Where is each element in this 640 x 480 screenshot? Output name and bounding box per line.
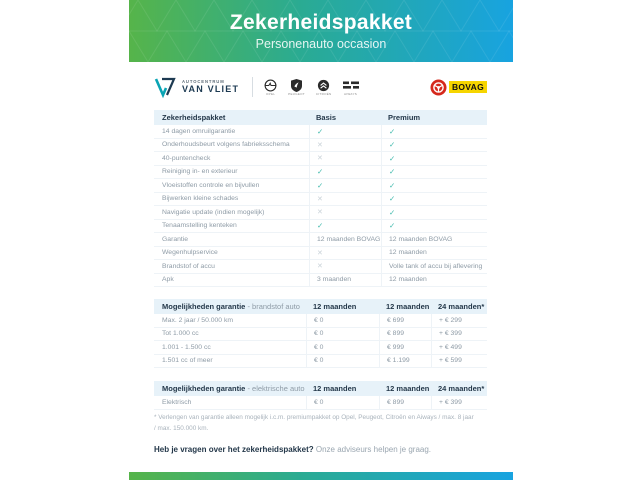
page-title: Zekerheidspakket: [229, 10, 413, 34]
cross-icon: ✕: [309, 260, 381, 273]
check-icon: ✓: [381, 193, 487, 206]
header-banner: [129, 0, 513, 62]
cell-value: € 0: [306, 396, 379, 409]
table-title: [154, 384, 306, 393]
cell-value: 12 maanden BOVAG: [309, 233, 381, 246]
footnote: * Verlengen van garantie alleen mogelijk i.c.m. premiumpakket op Opel, Peugeot, Citroën en Aiways / max. 8 jaar / max. 150.000 km.: [154, 414, 474, 433]
cross-icon: ✕: [309, 152, 381, 165]
table-row: [154, 220, 487, 234]
row-label: Elektrisch: [162, 398, 192, 406]
check-icon: ✓: [381, 179, 487, 192]
vanvliet-v7-icon: [154, 76, 177, 99]
cell-value: € 0: [306, 328, 379, 341]
check-icon: ✓: [309, 166, 381, 179]
table-row: [154, 341, 487, 355]
brand-peugeot: [288, 79, 305, 96]
column-header: 12 maanden: [313, 302, 357, 311]
branding-row: [154, 70, 487, 104]
bovag-logo: [430, 79, 487, 96]
cell-value: € 899: [379, 328, 431, 341]
check-icon: ✓: [381, 125, 487, 138]
row-label: Navigatie update (indien mogelijk): [162, 208, 265, 216]
table-row: [154, 355, 487, 369]
cell-value: 12 maanden BOVAG: [381, 233, 487, 246]
column-header: 24 maanden*: [438, 384, 485, 393]
row-label: 1.501 cc of meer: [162, 357, 213, 365]
divider: [252, 77, 253, 97]
column-header: Zekerheidspakket: [162, 113, 226, 122]
brand-aiways: [343, 79, 359, 96]
row-label: 1.001 - 1.500 cc: [162, 343, 211, 351]
cross-icon: ✕: [309, 247, 381, 260]
comparison-table-header: [154, 110, 487, 125]
peugeot-logo-icon: [291, 79, 302, 92]
footer-question-bold: Heb je vragen over het zekerheidspakket?: [154, 445, 314, 454]
row-label: 14 dagen omruilgarantie: [162, 127, 236, 135]
fuel-table-header: [154, 299, 487, 314]
bovag-label: BOVAG: [449, 81, 487, 94]
comparison-table-body: [154, 125, 487, 287]
table-row: [154, 206, 487, 220]
fuel-warranty-table: [154, 299, 487, 368]
row-label: Tot 1.000 cc: [162, 330, 199, 338]
table-row: [154, 152, 487, 166]
cell-value: + € 599: [431, 355, 487, 368]
cell-value: € 0: [306, 355, 379, 368]
row-label: Max. 2 jaar / 50.000 km: [162, 316, 234, 324]
fuel-table-body: [154, 314, 487, 368]
cell-value: 12 maanden: [381, 274, 487, 287]
footer-question-rest: Onze adviseurs helpen je graag.: [313, 445, 432, 454]
table-title-rest: - brandstof auto: [245, 302, 300, 311]
table-row: [154, 314, 487, 328]
check-icon: ✓: [381, 139, 487, 152]
row-label: Bijwerken kleine schades: [162, 195, 239, 203]
brand-logos: [264, 79, 358, 96]
cell-value: + € 499: [431, 341, 487, 354]
cross-icon: ✕: [309, 193, 381, 206]
check-icon: ✓: [381, 220, 487, 233]
check-icon: ✓: [309, 220, 381, 233]
table-row: [154, 139, 487, 153]
brand-label: PEUGEOT: [288, 91, 305, 96]
cell-value: + € 399: [431, 396, 487, 409]
column-header: Basis: [316, 113, 337, 122]
check-icon: ✓: [309, 125, 381, 138]
table-title: [154, 302, 306, 311]
table-row: [154, 247, 487, 261]
cell-value: € 1.199: [379, 355, 431, 368]
cross-icon: ✕: [309, 139, 381, 152]
table-title-rest: - elektrische auto: [245, 384, 305, 393]
column-header: 12 maanden: [313, 384, 357, 393]
table-row: [154, 328, 487, 342]
opel-logo-icon: [264, 79, 277, 92]
row-label: Garantie: [162, 235, 189, 243]
cell-value: € 0: [306, 341, 379, 354]
aiways-logo-icon: [343, 79, 359, 92]
cell-value: 3 maanden: [309, 274, 381, 287]
brand-label: CITROËN: [315, 91, 332, 96]
table-row: [154, 396, 487, 410]
column-header: Premium: [388, 113, 421, 122]
cell-value: € 0: [306, 314, 379, 327]
citroen-logo-icon: [317, 79, 330, 92]
dealer-name-top: AUTOCENTRUM: [182, 78, 225, 84]
table-row: [154, 260, 487, 274]
dealer-logo: [154, 76, 239, 99]
row-label: 40-puntencheck: [162, 154, 211, 162]
page-subtitle: Personenauto occasion: [255, 36, 387, 51]
table-row: [154, 125, 487, 139]
table-title-bold: Mogelijkheden garantie: [162, 302, 246, 311]
electric-table-header: [154, 381, 487, 396]
row-label: Vloeistoffen controle en bijvullen: [162, 181, 260, 189]
cell-value: + € 399: [431, 328, 487, 341]
footer-gradient-bar: [129, 472, 513, 480]
brand-citroen: [316, 79, 332, 96]
table-row: [154, 193, 487, 207]
check-icon: ✓: [381, 152, 487, 165]
row-label: Brandstof of accu: [162, 262, 215, 270]
comparison-table: [154, 110, 487, 287]
table-row: [154, 179, 487, 193]
row-label: Tenaamstelling kenteken: [162, 222, 237, 230]
dealer-name-main: VAN VLIET: [182, 84, 240, 95]
brand-opel: [264, 79, 277, 96]
row-label: Reiniging in- en exterieur: [162, 168, 238, 176]
column-header: 24 maanden*: [438, 302, 485, 311]
row-label: Wegenhulpservice: [162, 249, 218, 257]
cell-value: € 699: [379, 314, 431, 327]
cell-value: Volle tank of accu bij aflevering: [381, 260, 487, 273]
check-icon: ✓: [309, 179, 381, 192]
document-page: [129, 0, 513, 480]
cross-icon: ✕: [309, 206, 381, 219]
footer-question: [154, 445, 487, 455]
row-label: Apk: [162, 276, 174, 284]
table-row: [154, 233, 487, 247]
check-icon: ✓: [381, 206, 487, 219]
cell-value: € 899: [379, 396, 431, 409]
cell-value: 12 maanden: [381, 247, 487, 260]
cell-value: € 999: [379, 341, 431, 354]
electric-warranty-table: [154, 381, 487, 410]
brand-label: AIWAYS: [343, 91, 358, 96]
brand-label: OPEL: [266, 91, 276, 96]
column-header: 12 maanden: [386, 302, 430, 311]
dealer-name: [182, 80, 239, 95]
cell-value: + € 299: [431, 314, 487, 327]
table-row: [154, 166, 487, 180]
table-title-bold: Mogelijkheden garantie: [162, 384, 246, 393]
column-header: 12 maanden: [386, 384, 430, 393]
row-label: Onderhoudsbeurt volgens fabrieksschema: [162, 141, 290, 149]
check-icon: ✓: [381, 166, 487, 179]
electric-table-body: [154, 396, 487, 410]
bovag-wheel-icon: [430, 79, 447, 96]
table-row: [154, 274, 487, 288]
